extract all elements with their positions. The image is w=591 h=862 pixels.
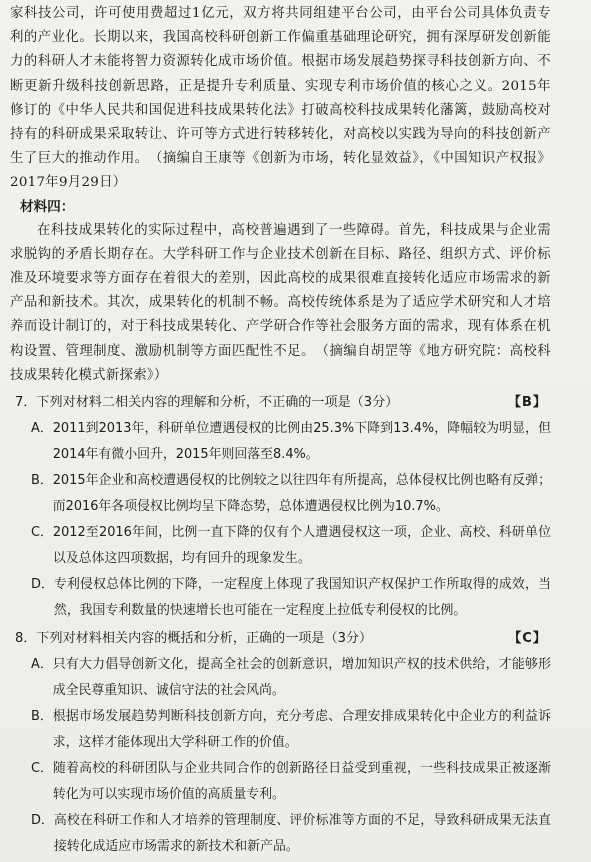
question-list: [0, 390, 591, 860]
question-stem: [15, 626, 551, 652]
option-label: D．: [31, 577, 54, 593]
option-text: 根据市场发展趋势判断科技创新方向，充分考虑、合理安排成果转化中企业方的利益诉求，这样才能体现出大学科研工作的价值。: [52, 709, 551, 751]
passage-paragraph-material3-end: 家科技公司，许可使用费超过1亿元，双方将共同组建平台公司，由平台公司具体负责专利的产业化。长期以来，我国高校科研创新工作偏重基础理论研究，拥有深厚研发创新能力的科研人才未能将智力资源转化成市场价值。根据市场发展趋势探寻科技创新方向、不断更新升级科技创新思路，正是提升专利质量、实现专利市场价值的核心之义。2015年修订的《中华人民共和国促进科技成果转化法》打破高校科技成果转化藩篱，鼓励高校对持有的科研成果采取转让、许可等方式进行转移转化，对高校以实践为导向的科技创新产生了巨大的推动作用。 （摘编自王康等《创新为市场，转化显效益》，《中国知识产权报》2017年9月29日）: [10, 6, 551, 191]
option-text: 2015年企业和高校遭遇侵权的比例较之以往四年有所提高，总体侵权比例也略有反弹；而2016年各项侵权比例均呈下降态势，总体遭遇侵权比例为10.7%。: [52, 473, 551, 515]
option-label: C．: [31, 525, 53, 541]
material-four-heading: 材料四：: [20, 198, 75, 215]
option-b: [15, 468, 551, 520]
option-b: [15, 704, 551, 756]
option-d: [15, 808, 551, 860]
option-label: D．: [31, 813, 54, 829]
passage-paragraph-material4: 在科技成果转化的实际过程中，高校普遍遇到了一些障碍。首先，科技成果与企业需求脱钩的矛盾长期存在。大学科研工作与企业技术创新在目标、路径、组织方式、评价标准及环境要求等方面存在着很大的差别，因此高校的成果很难直接转化适应市场需求的新产品和新技术。其次，成果转化的机制不畅。高校传统体系是为了适应学术研究和人才培养而设计制订的，对于科技成果转化、产学研合作等社会服务方面的需求，现有体系在机构设置、管理制度、激励机制等方面匹配性不足。 （摘编自胡罡等《地方研究院：高校科技成果转化模式新探索》）: [10, 222, 551, 383]
option-label: A．: [31, 421, 53, 437]
option-label: A．: [31, 657, 53, 673]
option-text: 2011到2013年，科研单位遭遇侵权的比例由25.3%下降到13.4%，降幅较为明显，但2014年有微小回升，2015年则回落至8.4%。: [52, 421, 551, 463]
option-a: [15, 416, 551, 468]
option-d: [15, 572, 551, 624]
option-text: 2012至2016年间，比例一直下降的仅有个人遭遇侵权这一项，企业、高校、科研单位以及总体这四项数据，均有回升的现象发生。: [52, 525, 551, 567]
option-label: B．: [31, 473, 53, 489]
option-c: [15, 520, 551, 572]
answer-key: 【C】: [508, 631, 547, 647]
question-stem-text: 8．下列对材料相关内容的概括和分析，正确的一项是（3分）: [15, 631, 373, 647]
question-7: [15, 390, 551, 624]
reading-passage: [0, 0, 591, 388]
option-text: 专利侵权总体比例的下降，一定程度上体现了我国知识产权保护工作所取得的成效，当然，我国专利数量的快速增长也可能在一定程度上拉低专利侵权的比例。: [53, 577, 551, 619]
answer-key: 【B】: [507, 395, 547, 411]
option-text: 随着高校的科研团队与企业共同合作的创新路径日益受到重视，一些科技成果正被逐渐转化为可以实现市场价值的高质量专利。: [52, 761, 551, 803]
option-a: [15, 652, 551, 704]
option-label: B．: [31, 709, 53, 725]
question-8: [15, 626, 551, 860]
question-stem-text: 7．下列对材料二相关内容的理解和分析，不正确的一项是（3分）: [15, 395, 399, 411]
question-stem: [15, 390, 551, 416]
option-text: 高校在科研工作和人才培养的管理制度、评价标准等方面的不足，导致科研成果无法直接转化成适应市场需求的新技术和新产品。: [53, 813, 551, 855]
option-c: [15, 756, 551, 808]
option-text: 只有大力倡导创新文化，提高全社会的创新意识，增加知识产权的技术供给，才能够形成全民尊重知识、诚信守法的社会风尚。: [52, 657, 551, 699]
option-label: C．: [31, 761, 53, 777]
